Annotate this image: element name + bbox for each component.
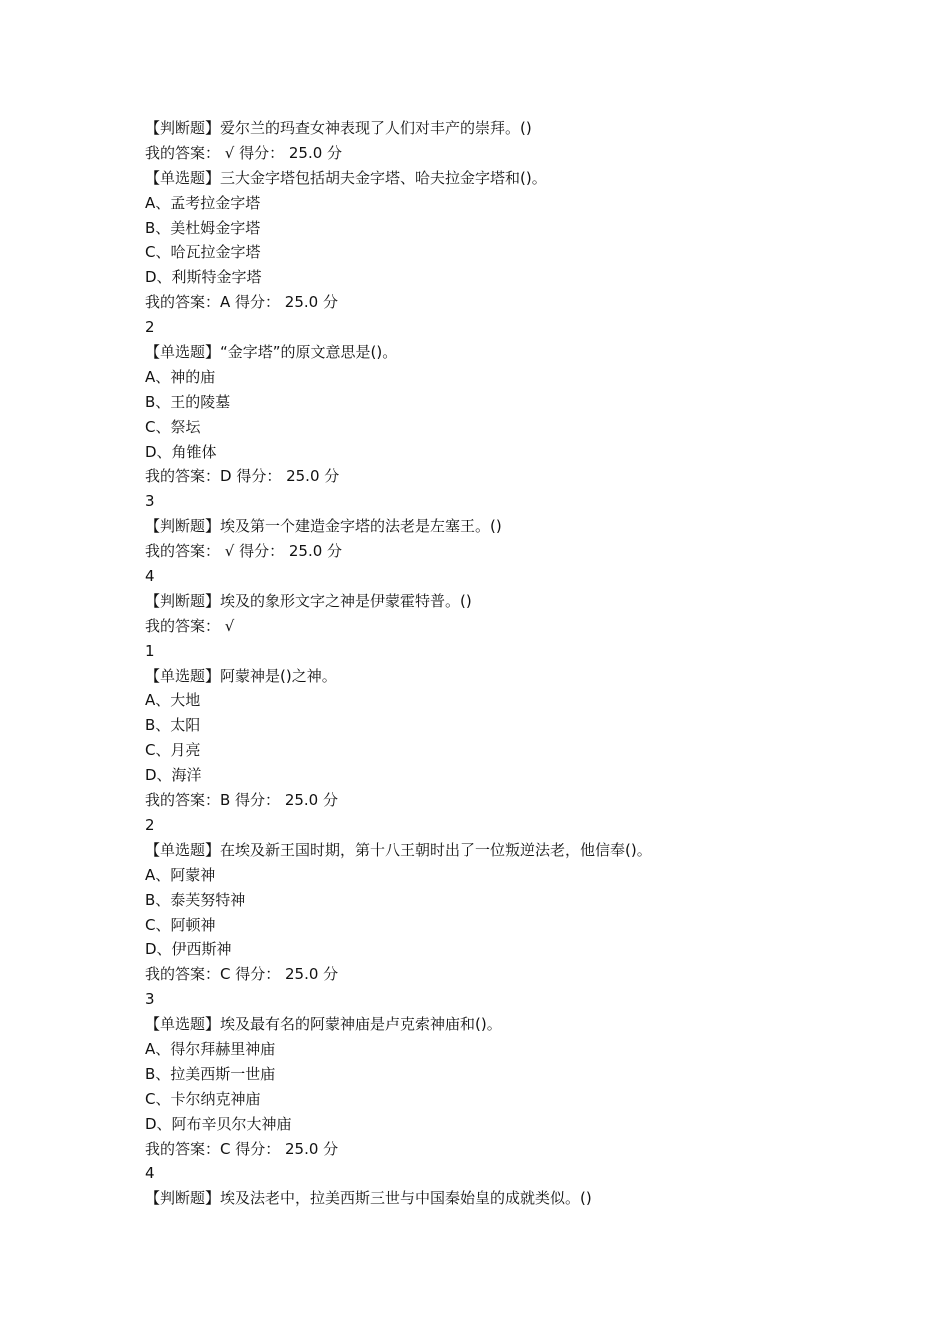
answer-option: C、卡尔纳克神庙 — [145, 1089, 261, 1108]
answer-option: C、月亮 — [145, 741, 201, 760]
answer-option: D、海洋 — [145, 766, 202, 785]
question-number: 2 — [145, 815, 155, 834]
judgment-question: 【判断题】埃及的象形文字之神是伊蒙霍特普。() — [145, 591, 472, 610]
question-number: 3 — [145, 990, 155, 1009]
answer-option: A、阿蒙神 — [145, 865, 216, 884]
answer-option: B、太阳 — [145, 716, 201, 735]
single-choice-question: 【单选题】阿蒙神是()之神。 — [145, 666, 337, 685]
my-answer-line: 我的答案：C 得分： 25.0 分 — [145, 1139, 339, 1158]
answer-option: B、泰芙努特神 — [145, 890, 246, 909]
judgment-question: 【判断题】埃及法老中，拉美西斯三世与中国秦始皇的成就类似。() — [145, 1189, 592, 1208]
question-number: 2 — [145, 318, 155, 337]
my-answer-line: 我的答案：A 得分： 25.0 分 — [145, 293, 338, 312]
answer-option: C、哈瓦拉金字塔 — [145, 243, 261, 262]
answer-option: D、角锥体 — [145, 442, 217, 461]
answer-option: A、得尔拜赫里神庙 — [145, 1039, 276, 1058]
document-body — [145, 116, 845, 1211]
answer-option: B、王的陵墓 — [145, 392, 231, 411]
answer-option: D、伊西斯神 — [145, 940, 232, 959]
answer-option: D、阿布辛贝尔大神庙 — [145, 1114, 292, 1133]
question-number: 4 — [145, 567, 155, 586]
question-number: 3 — [145, 492, 155, 511]
single-choice-question: 【单选题】三大金字塔包括胡夫金字塔、哈夫拉金字塔和()。 — [145, 168, 547, 187]
single-choice-question: 【单选题】在埃及新王国时期，第十八王朝时出了一位叛逆法老，他信奉()。 — [145, 840, 652, 859]
my-answer-line: 我的答案：D 得分： 25.0 分 — [145, 467, 340, 486]
judgment-question: 【判断题】埃及第一个建造金字塔的法老是左塞王。() — [145, 517, 502, 536]
single-choice-question: 【单选题】埃及最有名的阿蒙神庙是卢克索神庙和()。 — [145, 1015, 502, 1034]
my-answer-line: 我的答案：C 得分： 25.0 分 — [145, 965, 339, 984]
answer-option: A、大地 — [145, 691, 201, 710]
answer-option: B、拉美西斯一世庙 — [145, 1064, 276, 1083]
answer-option: C、祭坛 — [145, 417, 201, 436]
answer-option: A、孟考拉金字塔 — [145, 193, 261, 212]
question-number: 1 — [145, 641, 155, 660]
question-number: 4 — [145, 1164, 155, 1183]
my-answer-line: 我的答案： √ 得分： 25.0 分 — [145, 542, 343, 561]
single-choice-question: 【单选题】“金字塔”的原文意思是()。 — [145, 343, 398, 362]
my-answer-line: 我的答案：B 得分： 25.0 分 — [145, 791, 338, 810]
answer-option: A、神的庙 — [145, 367, 216, 386]
my-answer-line: 我的答案： √ — [145, 616, 235, 635]
answer-option: D、利斯特金字塔 — [145, 268, 262, 287]
my-answer-line: 我的答案： √ 得分： 25.0 分 — [145, 143, 343, 162]
judgment-question: 【判断题】爱尔兰的玛查女神表现了人们对丰产的崇拜。() — [145, 119, 532, 137]
answer-option: B、美杜姆金字塔 — [145, 218, 261, 237]
answer-option: C、阿顿神 — [145, 915, 216, 934]
